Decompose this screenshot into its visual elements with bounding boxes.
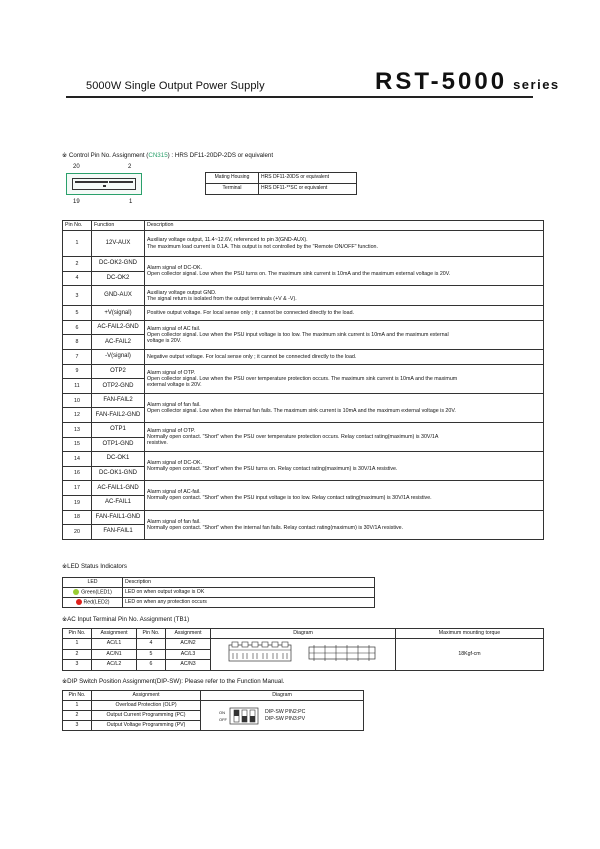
- pin-function: 12V-AUX: [92, 231, 145, 257]
- desc-line: Alarm signal of fan fail.: [147, 401, 201, 408]
- pin-number: 12: [63, 408, 92, 423]
- led-description: LED on when output voltage is OK: [123, 588, 375, 598]
- col-header-description: Description: [145, 221, 544, 231]
- pin-description: [145, 286, 544, 306]
- pin-number: 5: [63, 306, 92, 321]
- model-title: [375, 68, 560, 96]
- desc-line: Alarm signal of DC-OK.: [147, 460, 203, 467]
- table-header-row: [63, 221, 544, 231]
- table-row: [63, 639, 544, 650]
- table-header-row: [63, 629, 544, 639]
- pin-description: [145, 510, 544, 539]
- desc-line: Open collector signal. Low when the internal fan fails. The maximum sink current is 10mA and the maximum external voltage is 20V.: [147, 407, 456, 414]
- col-header-description: Description: [123, 578, 375, 588]
- ac-terminal-table: [62, 628, 544, 671]
- pin-assignment: AC/N1: [92, 649, 137, 660]
- pin-label-20: 20: [73, 164, 80, 170]
- pin-number: 9: [63, 364, 92, 379]
- pin-number: 2: [63, 711, 92, 721]
- pin-description: [145, 231, 544, 257]
- table-row: [63, 510, 544, 525]
- pin-function: AC-FAIL2-GND: [92, 320, 145, 335]
- pin-number: 3: [63, 721, 92, 731]
- connector-pins: [72, 178, 136, 190]
- table-row: [63, 481, 544, 496]
- pin-label-1: 1: [129, 199, 133, 205]
- mating-value: HRS DF11-**SC or equivalent: [259, 184, 357, 195]
- pin-function: AC-FAIL2: [92, 335, 145, 350]
- desc-line: Normally open contact. "Short" when the PSU over temperature protection occurs. Relay contact rating(maximum) is 30V/1A: [147, 433, 439, 440]
- pin-number: 2: [63, 257, 92, 272]
- pin-number: 2: [63, 649, 92, 660]
- pin-function: OTP1-GND: [92, 437, 145, 452]
- pin-number: 10: [63, 393, 92, 408]
- table-row: [63, 364, 544, 379]
- pin-description: Positive output voltage. For local sense only ; it cannot be connected directly to the load.: [145, 306, 544, 321]
- pin-function: DC-OK1: [92, 452, 145, 467]
- pin-assignment: AC/L3: [166, 649, 211, 660]
- dip-switch-diagram: [201, 701, 364, 731]
- table-row: [63, 286, 544, 306]
- ac-section-title: ※AC Input Terminal Pin No. Assignment (TB1): [62, 616, 190, 623]
- col-header-pin: Pin No.: [137, 629, 166, 639]
- pin-description: [145, 481, 544, 510]
- control-pin-title: [62, 152, 273, 159]
- desc-line: Alarm signal of AC fail.: [147, 325, 201, 332]
- pin-function: OTP1: [92, 422, 145, 437]
- desc-line: Normally open contact. "Short" when the PSU turns on. Relay contact rating(maximum) is 30V/1A resistive.: [147, 466, 398, 473]
- pin-label-19: 19: [73, 199, 80, 205]
- note-mark: ※: [62, 152, 68, 159]
- desc-line: voltage is 20V.: [147, 337, 182, 344]
- pin-number: 3: [63, 286, 92, 306]
- mating-table: [205, 172, 357, 195]
- pin-function: +V(signal): [92, 306, 145, 321]
- col-header-assignment: Assignment: [92, 629, 137, 639]
- pin-number: 1: [63, 639, 92, 650]
- table-row: [206, 184, 357, 195]
- pin-function: GND-AUX: [92, 286, 145, 306]
- led-description: LED on when any protection occurs: [123, 598, 375, 608]
- pin-number: 4: [63, 271, 92, 286]
- desc-line: The maximum load current is 0.1A. This output is not controlled by the "Remote ON/OFF" function.: [147, 243, 378, 250]
- col-header-pin: Pin No.: [63, 221, 92, 231]
- led-label: Red(LED2): [83, 599, 110, 606]
- col-header-torque: Maximum mounting torque: [396, 629, 544, 639]
- pin-description: [145, 452, 544, 481]
- pin-number: 18: [63, 510, 92, 525]
- pin-assignment: Overload Protection (OLP): [92, 701, 201, 711]
- led-name: [63, 588, 123, 598]
- col-header-diagram: Diagram: [201, 691, 364, 701]
- col-header-diagram: Diagram: [211, 629, 396, 639]
- pin-function: AC-FAIL1: [92, 495, 145, 510]
- pin-function: FAN-FAIL1-GND: [92, 510, 145, 525]
- pin-number: 7: [63, 349, 92, 364]
- pin-number: 11: [63, 379, 92, 394]
- pin-description: [145, 320, 544, 349]
- pin-number: 20: [63, 525, 92, 540]
- model-name: RST-5000: [375, 68, 508, 95]
- pin-number: 19: [63, 495, 92, 510]
- pin-number: 3: [63, 660, 92, 671]
- led-table: [62, 577, 375, 608]
- desc-line: Alarm signal of OTP.: [147, 369, 196, 376]
- desc-line: Open collector signal. Low when the PSU turns on. The maximum sink current is 10mA and the maximum external voltage is 20V.: [147, 271, 451, 278]
- desc-line: The signal return is isolated from the output terminals (+V & -V).: [147, 295, 297, 302]
- table-row: [206, 173, 357, 184]
- desc-line: Normally open contact. "Short" when the internal fan fails. Relay contact rating(maximum) is 30V/1A resistive.: [147, 524, 404, 531]
- table-row: [63, 306, 544, 321]
- pin-assignment: AC/N2: [166, 639, 211, 650]
- dip-off-label: OFF: [219, 716, 227, 722]
- pin-number: 1: [63, 231, 92, 257]
- table-row: [63, 231, 544, 257]
- col-header-pin: Pin No.: [63, 691, 92, 701]
- terminal-block-icon: [211, 639, 391, 667]
- table-row: [63, 701, 364, 711]
- led-label: Green(LED1): [81, 589, 112, 596]
- pin-number: 8: [63, 335, 92, 350]
- pin-number: 17: [63, 481, 92, 496]
- mating-label: Mating Housing: [206, 173, 259, 184]
- desc-line: Alarm signal of fan fail.: [147, 518, 201, 525]
- table-row: [63, 422, 544, 437]
- pin-function: OTP2-GND: [92, 379, 145, 394]
- col-header-pin: Pin No.: [63, 629, 92, 639]
- col-header-assignment: Assignment: [166, 629, 211, 639]
- pin-number: 6: [137, 660, 166, 671]
- pin-function: DC-OK2-GND: [92, 257, 145, 272]
- dip-on-label: ON: [219, 709, 225, 715]
- pin-assignment: AC/L1: [92, 639, 137, 650]
- col-header-assignment: Assignment: [92, 691, 201, 701]
- table-row: [63, 349, 544, 364]
- desc-line: external voltage is 20V.: [147, 381, 202, 388]
- pin-assignment: AC/L2: [92, 660, 137, 671]
- pin-number: 6: [63, 320, 92, 335]
- control-title-suffix: ) : HRS DF11-20DP-2DS or equivalent: [167, 152, 274, 159]
- pin-description: [145, 257, 544, 286]
- connector-diagram: [66, 173, 142, 195]
- dip-switch-icon: [229, 707, 259, 725]
- pin-function: FAN-FAIL2-GND: [92, 408, 145, 423]
- pin-label-2: 2: [128, 164, 132, 170]
- pin-number: 14: [63, 452, 92, 467]
- pin-description: [145, 364, 544, 393]
- dip-section-title: ※DIP Switch Position Assignment(DIP-SW): Please refer to the Function Manual.: [62, 678, 285, 685]
- desc-line: Alarm signal of OTP.: [147, 427, 196, 434]
- pin-number: 5: [137, 649, 166, 660]
- pin-assignment-table: [62, 220, 544, 540]
- table-header-row: [63, 578, 375, 588]
- pin-assignment: Output Current Programming (PC): [92, 711, 201, 721]
- pin-number: 13: [63, 422, 92, 437]
- document-subtitle: 5000W Single Output Power Supply: [86, 80, 265, 92]
- table-header-row: [63, 691, 364, 701]
- desc-line: Alarm signal of AC-fail.: [147, 489, 201, 496]
- pin-number: 4: [137, 639, 166, 650]
- pin-assignment: Output Voltage Programming (PV): [92, 721, 201, 731]
- torque-value: 18Kgf-cm: [396, 639, 544, 671]
- led-name: [63, 598, 123, 608]
- desc-line: Normally open contact. "Short" when the PSU input voltage is too low. Relay contact rating(maximum) is 30V/1A resistive.: [147, 495, 432, 502]
- dip-switch-table: [62, 690, 364, 731]
- table-row: [63, 598, 375, 608]
- pin-number: 16: [63, 466, 92, 481]
- desc-line: resistive.: [147, 440, 168, 447]
- mating-value: HRS DF11-20DS or equivalent: [259, 173, 357, 184]
- led-section-title: ※LED Status Indicators: [62, 563, 128, 570]
- pin-description: [145, 422, 544, 451]
- desc-line: Auxiliary voltage output, 11.4~12.6V, referenced to pin 3(GND-AUX).: [147, 237, 308, 244]
- desc-line: Auxiliary voltage output GND.: [147, 289, 217, 296]
- control-title-accent: CN315: [148, 152, 168, 159]
- col-header-led: LED: [63, 578, 123, 588]
- pin-number: 15: [63, 437, 92, 452]
- pin-function: OTP2: [92, 364, 145, 379]
- desc-line: Open collector signal. Low when the PSU input voltage is too low. The maximum sink current is 10mA and the maximum external: [147, 331, 449, 338]
- pin-function: DC-OK2: [92, 271, 145, 286]
- pin-function: FAN-FAIL2: [92, 393, 145, 408]
- desc-line: Open collector signal. Low when the PSU over temperature protection occurs. The maximum sink current is 10mA and the maximum: [147, 375, 458, 382]
- table-row: [63, 257, 544, 272]
- table-row: [63, 452, 544, 467]
- terminal-block-diagram: [211, 639, 396, 671]
- pin-description: [145, 393, 544, 422]
- mating-label: Terminal: [206, 184, 259, 195]
- pin-function: FAN-FAIL1: [92, 525, 145, 540]
- pin-number: 1: [63, 701, 92, 711]
- header-rule: [66, 96, 533, 98]
- pin-function: DC-OK1-GND: [92, 466, 145, 481]
- pin-function: -V(signal): [92, 349, 145, 364]
- red-led-icon: [76, 599, 82, 605]
- table-row: [63, 588, 375, 598]
- desc-line: Alarm signal of DC-OK.: [147, 265, 203, 272]
- col-header-function: Function: [92, 221, 145, 231]
- table-row: [63, 320, 544, 335]
- series-label: series: [513, 77, 560, 92]
- green-led-icon: [73, 589, 79, 595]
- control-title-prefix: Control Pin No. Assignment (: [68, 152, 149, 159]
- dip-pin2-note: DIP-SW PIN2:PC: [265, 708, 306, 715]
- pin-description: Negative output voltage. For local sense only ; it cannot be connected directly to the load.: [145, 349, 544, 364]
- pin-function: AC-FAIL1-GND: [92, 481, 145, 496]
- dip-pin3-note: DIP-SW PIN3:PV: [265, 715, 306, 722]
- table-row: [63, 393, 544, 408]
- pin-assignment: AC/N3: [166, 660, 211, 671]
